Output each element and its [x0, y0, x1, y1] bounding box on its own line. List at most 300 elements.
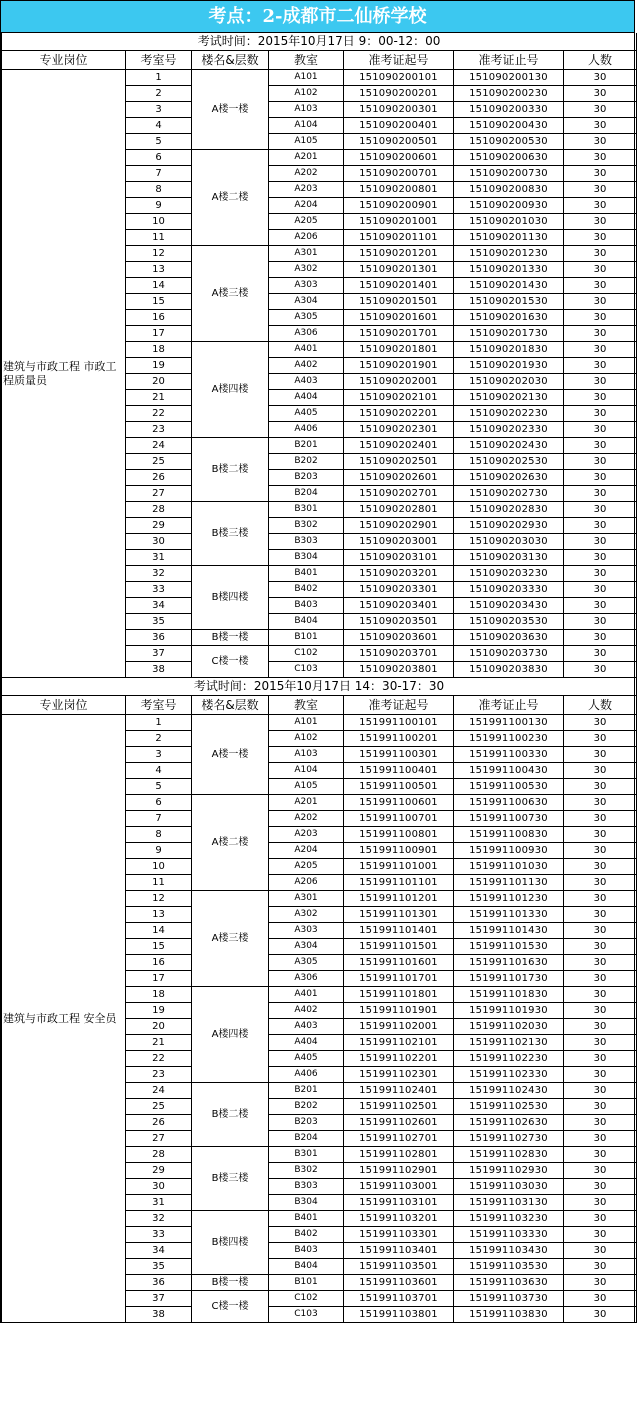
- room-number: 38: [126, 1307, 192, 1323]
- ticket-start: 151991101901: [344, 1003, 454, 1019]
- room-number: 11: [126, 230, 192, 246]
- headcount: 30: [564, 454, 637, 470]
- room-number: 3: [126, 747, 192, 763]
- ticket-start: 151090202801: [344, 502, 454, 518]
- ticket-end: 151991100130: [454, 715, 564, 731]
- ticket-end: 151991102530: [454, 1099, 564, 1115]
- ticket-end: 151991102730: [454, 1131, 564, 1147]
- ticket-end: 151991101930: [454, 1003, 564, 1019]
- room-number: 13: [126, 262, 192, 278]
- headcount: 30: [564, 1003, 637, 1019]
- ticket-start: 151991100901: [344, 843, 454, 859]
- room-number: 9: [126, 843, 192, 859]
- ticket-start: 151991103601: [344, 1275, 454, 1291]
- ticket-end: 151991102830: [454, 1147, 564, 1163]
- headcount: 30: [564, 1051, 637, 1067]
- ticket-end: 151991101830: [454, 987, 564, 1003]
- ticket-end: 151090203430: [454, 598, 564, 614]
- classroom: A202: [269, 166, 344, 182]
- headcount: 30: [564, 731, 637, 747]
- classroom: A401: [269, 342, 344, 358]
- classroom: B301: [269, 502, 344, 518]
- headcount: 30: [564, 907, 637, 923]
- classroom: B101: [269, 1275, 344, 1291]
- classroom: A402: [269, 358, 344, 374]
- headcount: 30: [564, 614, 637, 630]
- room-number: 2: [126, 731, 192, 747]
- headcount: 30: [564, 438, 637, 454]
- classroom: B203: [269, 1115, 344, 1131]
- ticket-end: 151090201730: [454, 326, 564, 342]
- ticket-start: 151991101401: [344, 923, 454, 939]
- headcount: 30: [564, 987, 637, 1003]
- ticket-start: 151991103201: [344, 1211, 454, 1227]
- column-header: 人数: [564, 696, 637, 715]
- room-number: 29: [126, 1163, 192, 1179]
- ticket-start: 151991102801: [344, 1147, 454, 1163]
- headcount: 30: [564, 843, 637, 859]
- room-number: 27: [126, 1131, 192, 1147]
- floor-cell: B楼二楼: [192, 1083, 269, 1147]
- ticket-start: 151090200501: [344, 134, 454, 150]
- ticket-end: 151090201630: [454, 310, 564, 326]
- room-number: 14: [126, 923, 192, 939]
- classroom: A301: [269, 891, 344, 907]
- room-number: 35: [126, 1259, 192, 1275]
- floor-cell: B楼四楼: [192, 1211, 269, 1275]
- major-cell: 建筑与市政工程 市政工程质量员: [2, 70, 126, 678]
- ticket-end: 151090200730: [454, 166, 564, 182]
- floor-cell: B楼四楼: [192, 566, 269, 630]
- headcount: 30: [564, 534, 637, 550]
- headcount: 30: [564, 875, 637, 891]
- ticket-end: 151991101430: [454, 923, 564, 939]
- ticket-start: 151991103801: [344, 1307, 454, 1323]
- room-number: 31: [126, 550, 192, 566]
- ticket-end: 151991101530: [454, 939, 564, 955]
- ticket-end: 151090201330: [454, 262, 564, 278]
- headcount: 30: [564, 1195, 637, 1211]
- headcount: 30: [564, 779, 637, 795]
- ticket-end: 151991101230: [454, 891, 564, 907]
- floor-cell: A楼四楼: [192, 342, 269, 438]
- room-number: 14: [126, 278, 192, 294]
- headcount: 30: [564, 1115, 637, 1131]
- room-number: 32: [126, 1211, 192, 1227]
- ticket-start: 151090202001: [344, 374, 454, 390]
- room-number: 36: [126, 1275, 192, 1291]
- ticket-end: 151090201930: [454, 358, 564, 374]
- classroom: C103: [269, 1307, 344, 1323]
- floor-cell: A楼三楼: [192, 891, 269, 987]
- headcount: 30: [564, 859, 637, 875]
- classroom: A101: [269, 715, 344, 731]
- room-number: 27: [126, 486, 192, 502]
- room-number: 35: [126, 614, 192, 630]
- ticket-start: 151991102001: [344, 1019, 454, 1035]
- ticket-end: 151991102630: [454, 1115, 564, 1131]
- room-number: 19: [126, 358, 192, 374]
- ticket-end: 151090202930: [454, 518, 564, 534]
- headcount: 30: [564, 827, 637, 843]
- classroom: A103: [269, 747, 344, 763]
- room-number: 11: [126, 875, 192, 891]
- room-number: 26: [126, 470, 192, 486]
- ticket-end: 151090202830: [454, 502, 564, 518]
- room-number: 32: [126, 566, 192, 582]
- room-number: 8: [126, 827, 192, 843]
- headcount: 30: [564, 310, 637, 326]
- floor-cell: A楼三楼: [192, 246, 269, 342]
- headcount: 30: [564, 150, 637, 166]
- schedule-table: [1, 33, 637, 1323]
- classroom: B304: [269, 550, 344, 566]
- ticket-start: 151090202301: [344, 422, 454, 438]
- ticket-start: 151090203101: [344, 550, 454, 566]
- ticket-start: 151090201501: [344, 294, 454, 310]
- room-number: 36: [126, 630, 192, 646]
- classroom: A201: [269, 150, 344, 166]
- classroom: A101: [269, 70, 344, 86]
- ticket-end: 151090202630: [454, 470, 564, 486]
- ticket-start: 151090203001: [344, 534, 454, 550]
- room-number: 3: [126, 102, 192, 118]
- room-number: 13: [126, 907, 192, 923]
- ticket-end: 151991101030: [454, 859, 564, 875]
- room-number: 6: [126, 150, 192, 166]
- room-number: 9: [126, 198, 192, 214]
- classroom: A302: [269, 907, 344, 923]
- room-number: 25: [126, 1099, 192, 1115]
- headcount: 30: [564, 182, 637, 198]
- ticket-end: 151991102330: [454, 1067, 564, 1083]
- headcount: 30: [564, 891, 637, 907]
- classroom: B404: [269, 614, 344, 630]
- major-cell: 建筑与市政工程 安全员: [2, 715, 126, 1323]
- headcount: 30: [564, 1291, 637, 1307]
- room-number: 34: [126, 1243, 192, 1259]
- classroom: B201: [269, 1083, 344, 1099]
- headcount: 30: [564, 1243, 637, 1259]
- column-header-row: [2, 696, 637, 715]
- ticket-end: 151991101330: [454, 907, 564, 923]
- classroom: A306: [269, 971, 344, 987]
- ticket-start: 151090201001: [344, 214, 454, 230]
- ticket-start: 151991100701: [344, 811, 454, 827]
- ticket-start: 151991101601: [344, 955, 454, 971]
- headcount: 30: [564, 1147, 637, 1163]
- ticket-end: 151090202230: [454, 406, 564, 422]
- ticket-start: 151991101701: [344, 971, 454, 987]
- ticket-start: 151991100201: [344, 731, 454, 747]
- ticket-start: 151991102201: [344, 1051, 454, 1067]
- ticket-start: 151090201801: [344, 342, 454, 358]
- ticket-end: 151090200830: [454, 182, 564, 198]
- headcount: 30: [564, 630, 637, 646]
- headcount: 30: [564, 470, 637, 486]
- ticket-end: 151991102430: [454, 1083, 564, 1099]
- room-number: 33: [126, 1227, 192, 1243]
- headcount: 30: [564, 390, 637, 406]
- ticket-start: 151991103701: [344, 1291, 454, 1307]
- ticket-end: 151991103530: [454, 1259, 564, 1275]
- classroom: B303: [269, 1179, 344, 1195]
- ticket-start: 151991100101: [344, 715, 454, 731]
- page-title: 考点：2-成都市二仙桥学校: [1, 0, 634, 33]
- ticket-start: 151991102101: [344, 1035, 454, 1051]
- ticket-start: 151991103501: [344, 1259, 454, 1275]
- column-header: 准考证止号: [454, 696, 564, 715]
- ticket-end: 151090203630: [454, 630, 564, 646]
- ticket-start: 151090200301: [344, 102, 454, 118]
- ticket-start: 151090202101: [344, 390, 454, 406]
- ticket-start: 151090200401: [344, 118, 454, 134]
- classroom: A205: [269, 859, 344, 875]
- room-number: 23: [126, 1067, 192, 1083]
- headcount: 30: [564, 566, 637, 582]
- classroom: C103: [269, 662, 344, 678]
- room-number: 10: [126, 859, 192, 875]
- headcount: 30: [564, 1067, 637, 1083]
- session-time: 考试时间：2015年10月17日 9：00-12：00: [2, 33, 637, 51]
- ticket-start: 151090200101: [344, 70, 454, 86]
- classroom: B201: [269, 438, 344, 454]
- floor-cell: B楼三楼: [192, 502, 269, 566]
- classroom: A406: [269, 1067, 344, 1083]
- headcount: 30: [564, 502, 637, 518]
- ticket-start: 151991102301: [344, 1067, 454, 1083]
- headcount: 30: [564, 939, 637, 955]
- ticket-end: 151090202430: [454, 438, 564, 454]
- ticket-start: 151090202701: [344, 486, 454, 502]
- room-number: 29: [126, 518, 192, 534]
- ticket-end: 151090200130: [454, 70, 564, 86]
- column-header: 考室号: [126, 51, 192, 70]
- ticket-start: 151090203801: [344, 662, 454, 678]
- headcount: 30: [564, 811, 637, 827]
- ticket-end: 151090201230: [454, 246, 564, 262]
- room-number: 22: [126, 1051, 192, 1067]
- floor-cell: A楼一楼: [192, 715, 269, 795]
- classroom: A401: [269, 987, 344, 1003]
- room-number: 24: [126, 1083, 192, 1099]
- floor-cell: B楼二楼: [192, 438, 269, 502]
- floor-cell: A楼二楼: [192, 150, 269, 246]
- column-header: 楼名&层数: [192, 696, 269, 715]
- room-number: 33: [126, 582, 192, 598]
- classroom: A204: [269, 843, 344, 859]
- ticket-start: 151090202501: [344, 454, 454, 470]
- headcount: 30: [564, 1083, 637, 1099]
- ticket-start: 151991102501: [344, 1099, 454, 1115]
- room-number: 31: [126, 1195, 192, 1211]
- classroom: A102: [269, 731, 344, 747]
- ticket-end: 151090203530: [454, 614, 564, 630]
- room-number: 1: [126, 715, 192, 731]
- ticket-end: 151991102030: [454, 1019, 564, 1035]
- ticket-start: 151991102701: [344, 1131, 454, 1147]
- ticket-end: 151991100830: [454, 827, 564, 843]
- headcount: 30: [564, 1131, 637, 1147]
- room-number: 5: [126, 134, 192, 150]
- headcount: 30: [564, 795, 637, 811]
- headcount: 30: [564, 166, 637, 182]
- classroom: C102: [269, 646, 344, 662]
- classroom: A403: [269, 374, 344, 390]
- ticket-start: 151090202901: [344, 518, 454, 534]
- ticket-end: 151090200430: [454, 118, 564, 134]
- session-time-row: [2, 678, 637, 696]
- classroom: A301: [269, 246, 344, 262]
- classroom: B303: [269, 534, 344, 550]
- ticket-end: 151991102230: [454, 1051, 564, 1067]
- headcount: 30: [564, 518, 637, 534]
- room-number: 30: [126, 534, 192, 550]
- classroom: A306: [269, 326, 344, 342]
- ticket-start: 151090203401: [344, 598, 454, 614]
- headcount: 30: [564, 923, 637, 939]
- room-number: 2: [126, 86, 192, 102]
- floor-cell: A楼二楼: [192, 795, 269, 891]
- headcount: 30: [564, 1019, 637, 1035]
- column-header: 专业岗位: [2, 51, 126, 70]
- ticket-start: 151991101501: [344, 939, 454, 955]
- ticket-start: 151991102401: [344, 1083, 454, 1099]
- ticket-end: 151991103230: [454, 1211, 564, 1227]
- room-number: 16: [126, 955, 192, 971]
- ticket-start: 151090203301: [344, 582, 454, 598]
- column-header: 人数: [564, 51, 637, 70]
- room-number: 18: [126, 987, 192, 1003]
- classroom: A402: [269, 1003, 344, 1019]
- headcount: 30: [564, 294, 637, 310]
- ticket-end: 151991100430: [454, 763, 564, 779]
- ticket-end: 151991103430: [454, 1243, 564, 1259]
- column-header: 准考证起号: [344, 51, 454, 70]
- ticket-start: 151090201201: [344, 246, 454, 262]
- ticket-start: 151090203701: [344, 646, 454, 662]
- headcount: 30: [564, 1307, 637, 1323]
- room-number: 34: [126, 598, 192, 614]
- ticket-end: 151090203830: [454, 662, 564, 678]
- room-number: 37: [126, 1291, 192, 1307]
- headcount: 30: [564, 198, 637, 214]
- classroom: B302: [269, 1163, 344, 1179]
- ticket-end: 151991103130: [454, 1195, 564, 1211]
- room-number: 16: [126, 310, 192, 326]
- ticket-end: 151991102130: [454, 1035, 564, 1051]
- classroom: B204: [269, 486, 344, 502]
- ticket-end: 151090202530: [454, 454, 564, 470]
- ticket-start: 151991101101: [344, 875, 454, 891]
- ticket-end: 151991103030: [454, 1179, 564, 1195]
- headcount: 30: [564, 214, 637, 230]
- ticket-start: 151090202401: [344, 438, 454, 454]
- floor-cell: B楼一楼: [192, 1275, 269, 1291]
- ticket-start: 151090201401: [344, 278, 454, 294]
- ticket-start: 151991103101: [344, 1195, 454, 1211]
- classroom: B202: [269, 454, 344, 470]
- classroom: A404: [269, 390, 344, 406]
- floor-cell: B楼一楼: [192, 630, 269, 646]
- ticket-end: 151090201530: [454, 294, 564, 310]
- room-number: 26: [126, 1115, 192, 1131]
- ticket-start: 151090202201: [344, 406, 454, 422]
- ticket-end: 151090203030: [454, 534, 564, 550]
- ticket-start: 151991103301: [344, 1227, 454, 1243]
- ticket-start: 151090203501: [344, 614, 454, 630]
- ticket-start: 151991100801: [344, 827, 454, 843]
- classroom: C102: [269, 1291, 344, 1307]
- headcount: 30: [564, 262, 637, 278]
- ticket-end: 151090203130: [454, 550, 564, 566]
- ticket-end: 151090203230: [454, 566, 564, 582]
- classroom: A305: [269, 955, 344, 971]
- room-number: 15: [126, 939, 192, 955]
- headcount: 30: [564, 1227, 637, 1243]
- headcount: 30: [564, 598, 637, 614]
- classroom: B403: [269, 1243, 344, 1259]
- ticket-end: 151991100330: [454, 747, 564, 763]
- headcount: 30: [564, 763, 637, 779]
- ticket-start: 151991103401: [344, 1243, 454, 1259]
- ticket-start: 151090201301: [344, 262, 454, 278]
- ticket-end: 151991103330: [454, 1227, 564, 1243]
- room-number: 12: [126, 246, 192, 262]
- classroom: A204: [269, 198, 344, 214]
- headcount: 30: [564, 70, 637, 86]
- headcount: 30: [564, 1275, 637, 1291]
- classroom: A304: [269, 939, 344, 955]
- headcount: 30: [564, 86, 637, 102]
- classroom: A303: [269, 923, 344, 939]
- room-number: 8: [126, 182, 192, 198]
- classroom: A302: [269, 262, 344, 278]
- ticket-start: 151991102601: [344, 1115, 454, 1131]
- ticket-start: 151090200701: [344, 166, 454, 182]
- ticket-end: 151090202030: [454, 374, 564, 390]
- column-header: 楼名&层数: [192, 51, 269, 70]
- column-header: 考室号: [126, 696, 192, 715]
- ticket-end: 151991103630: [454, 1275, 564, 1291]
- schedule-table-body: [2, 33, 637, 1323]
- ticket-start: 151090200801: [344, 182, 454, 198]
- classroom: A303: [269, 278, 344, 294]
- classroom: B403: [269, 598, 344, 614]
- room-number: 4: [126, 118, 192, 134]
- floor-cell: A楼一楼: [192, 70, 269, 150]
- classroom: B101: [269, 630, 344, 646]
- ticket-start: 151090201901: [344, 358, 454, 374]
- headcount: 30: [564, 326, 637, 342]
- ticket-end: 151991100930: [454, 843, 564, 859]
- classroom: A403: [269, 1019, 344, 1035]
- headcount: 30: [564, 1035, 637, 1051]
- floor-cell: C楼一楼: [192, 1291, 269, 1323]
- headcount: 30: [564, 582, 637, 598]
- classroom: A206: [269, 230, 344, 246]
- classroom: A104: [269, 763, 344, 779]
- headcount: 30: [564, 358, 637, 374]
- column-header: 准考证止号: [454, 51, 564, 70]
- ticket-end: 151090201830: [454, 342, 564, 358]
- headcount: 30: [564, 971, 637, 987]
- headcount: 30: [564, 374, 637, 390]
- ticket-end: 151090201030: [454, 214, 564, 230]
- ticket-start: 151991100301: [344, 747, 454, 763]
- ticket-start: 151090201101: [344, 230, 454, 246]
- ticket-end: 151090200630: [454, 150, 564, 166]
